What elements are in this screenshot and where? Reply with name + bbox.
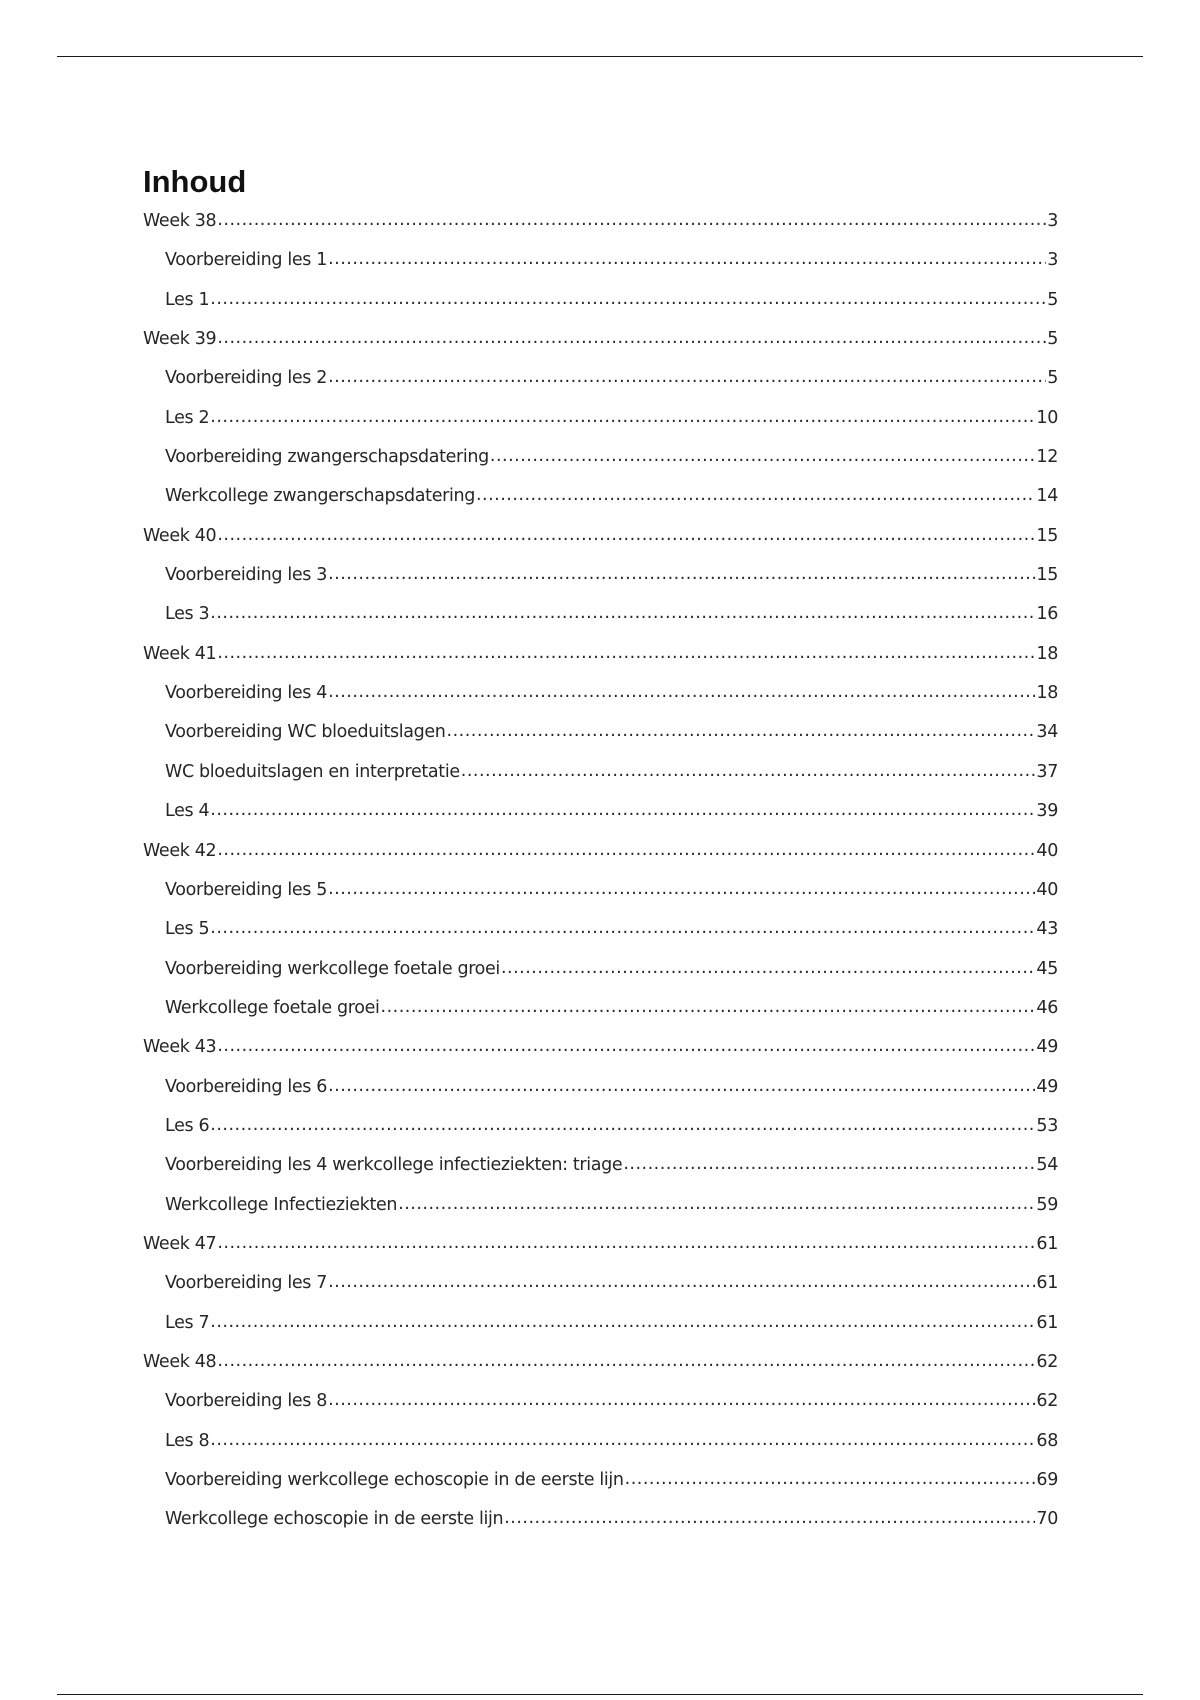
toc-entry-subsection[interactable]: [143, 683, 1058, 722]
toc-entry-subsection[interactable]: [143, 1077, 1058, 1116]
toc-entry-week[interactable]: [143, 1234, 1058, 1273]
toc-entry-title: Les 3: [165, 604, 210, 625]
toc-dot-leader: [504, 1508, 1035, 1528]
toc-entry-subsection[interactable]: [143, 290, 1058, 329]
toc-dot-leader: [501, 958, 1035, 978]
table-of-contents: [143, 162, 1058, 1549]
toc-entry-title: Week 47: [143, 1233, 217, 1254]
toc-page-number: 5: [1047, 289, 1058, 310]
toc-entry-title: Voorbereiding les 4 werkcollege infectieziekten: triage: [165, 1155, 623, 1176]
toc-entry-week[interactable]: [143, 329, 1058, 368]
toc-page-number: 69: [1036, 1470, 1058, 1490]
toc-entry-title: Voorbereiding les 2: [165, 368, 328, 389]
toc-page-number: 40: [1036, 840, 1058, 861]
toc-entry-subsection[interactable]: [143, 565, 1058, 604]
toc-dot-leader: [328, 564, 1035, 584]
toc-entry-title: Week 38: [143, 211, 217, 231]
toc-entry-title: Week 43: [143, 1037, 217, 1058]
toc-dot-leader: [476, 485, 1035, 505]
toc-page-number: 54: [1036, 1155, 1058, 1176]
toc-entry-title: Week 42: [143, 840, 217, 861]
toc-entry-title: Les 8: [165, 1430, 210, 1451]
toc-dot-leader: [210, 289, 1046, 309]
toc-entry-subsection[interactable]: [143, 722, 1058, 761]
toc-entry-title: Werkcollege echoscopie in de eerste lijn: [165, 1509, 504, 1530]
toc-page-number: 61: [1036, 1312, 1058, 1333]
toc-page-number: 59: [1036, 1194, 1058, 1215]
toc-entry-title: Werkcollege zwangerschapsdatering: [165, 486, 475, 507]
toc-page-number: 39: [1036, 801, 1058, 822]
toc-entry-title: Week 40: [143, 525, 217, 546]
toc-dot-leader: [217, 643, 1035, 663]
toc-dot-leader: [461, 761, 1036, 781]
toc-page-number: 18: [1036, 643, 1058, 664]
toc-dot-leader: [328, 1076, 1035, 1096]
toc-page-number: 5: [1047, 368, 1058, 389]
toc-dot-leader: [217, 210, 1046, 230]
toc-dot-leader: [623, 1154, 1035, 1174]
toc-page-number: 49: [1036, 1037, 1058, 1058]
toc-entry-title: Voorbereiding les 5: [165, 879, 328, 900]
toc-entry-subsection[interactable]: [143, 919, 1058, 958]
toc-page-number: 12: [1036, 447, 1058, 468]
toc-dot-leader: [210, 1312, 1035, 1332]
toc-page-number: 61: [1036, 1233, 1058, 1254]
toc-entry-title: Voorbereiding les 8: [165, 1391, 328, 1412]
toc-list: [143, 211, 1058, 1549]
toc-entry-title: Werkcollege foetale groei: [165, 997, 380, 1018]
toc-entry-subsection[interactable]: [143, 447, 1058, 486]
toc-dot-leader: [210, 1430, 1035, 1450]
toc-page-number: 15: [1036, 565, 1058, 586]
toc-dot-leader: [210, 407, 1035, 427]
toc-dot-leader: [217, 1351, 1035, 1371]
toc-page-number: 46: [1036, 997, 1058, 1018]
toc-entry-title: Les 6: [165, 1115, 210, 1136]
toc-dot-leader: [328, 682, 1035, 702]
toc-page-number: 61: [1036, 1273, 1058, 1294]
toc-entry-title: Week 48: [143, 1351, 217, 1372]
toc-page-number: 3: [1047, 250, 1058, 271]
toc-entry-subsection[interactable]: [143, 368, 1058, 407]
toc-entry-title: Voorbereiding les 7: [165, 1273, 328, 1294]
toc-page-number: 43: [1036, 919, 1058, 940]
toc-entry-title: Voorbereiding les 6: [165, 1076, 328, 1097]
toc-entry-title: Les 5: [165, 919, 210, 940]
toc-page-number: 68: [1036, 1430, 1058, 1451]
toc-dot-leader: [328, 1390, 1035, 1410]
toc-page-number: 45: [1036, 958, 1058, 979]
toc-entry-title: Voorbereiding werkcollege echoscopie in de eerste lijn: [165, 1470, 624, 1490]
header-rule: [57, 56, 1143, 57]
toc-entry-week[interactable]: [143, 1352, 1058, 1391]
toc-dot-leader: [210, 800, 1035, 820]
toc-dot-leader: [217, 328, 1046, 348]
toc-entry-title: Les 2: [165, 407, 210, 428]
toc-entry-subsection[interactable]: [143, 1470, 1058, 1509]
toc-dot-leader: [328, 879, 1035, 899]
toc-entry-subsection[interactable]: [143, 604, 1058, 643]
toc-entry-subsection[interactable]: [143, 1391, 1058, 1430]
toc-entry-title: Week 39: [143, 329, 217, 350]
toc-page-number: 15: [1036, 525, 1058, 546]
toc-dot-leader: [381, 997, 1036, 1017]
toc-page-number: 62: [1036, 1391, 1058, 1412]
toc-page-number: 34: [1036, 722, 1058, 743]
toc-page-number: 16: [1036, 604, 1058, 625]
toc-entry-week[interactable]: [143, 1037, 1058, 1076]
toc-entry-subsection[interactable]: [143, 1155, 1058, 1194]
toc-entry-subsection[interactable]: [143, 486, 1058, 525]
toc-page-number: 37: [1036, 761, 1058, 782]
toc-dot-leader: [490, 446, 1036, 466]
toc-dot-leader: [328, 1272, 1035, 1292]
toc-dot-leader: [328, 249, 1046, 269]
toc-entry-title: Les 1: [165, 289, 210, 310]
toc-entry-subsection[interactable]: [143, 762, 1058, 801]
toc-dot-leader: [217, 840, 1035, 860]
toc-entry-subsection[interactable]: [143, 1431, 1058, 1470]
toc-page-number: 3: [1047, 211, 1058, 231]
toc-page-number: 62: [1036, 1351, 1058, 1372]
toc-dot-leader: [328, 367, 1046, 387]
toc-page-number: 10: [1036, 407, 1058, 428]
toc-dot-leader: [447, 721, 1036, 741]
toc-entry-week[interactable]: [143, 644, 1058, 683]
toc-dot-leader: [210, 603, 1035, 623]
toc-entry-title: Week 41: [143, 643, 217, 664]
toc-entry-subsection[interactable]: [143, 998, 1058, 1037]
toc-entry-week[interactable]: [143, 526, 1058, 565]
toc-entry-title: Les 4: [165, 801, 210, 822]
toc-entry-title: WC bloeduitslagen en interpretatie: [165, 761, 460, 782]
toc-entry-subsection[interactable]: [143, 959, 1058, 998]
toc-entry-title: Les 7: [165, 1312, 210, 1333]
toc-page-number: 70: [1036, 1509, 1058, 1530]
toc-entry-title: Werkcollege Infectieziekten: [165, 1194, 398, 1215]
toc-page-number: 53: [1036, 1115, 1058, 1136]
toc-entry-subsection[interactable]: [143, 1313, 1058, 1352]
toc-entry-subsection[interactable]: [143, 880, 1058, 919]
toc-entry-subsection[interactable]: [143, 408, 1058, 447]
toc-dot-leader: [398, 1194, 1035, 1214]
toc-entry-week[interactable]: [143, 211, 1058, 250]
toc-dot-leader: [210, 1115, 1035, 1135]
toc-entry-title: Voorbereiding les 4: [165, 683, 328, 704]
toc-entry-title: Voorbereiding werkcollege foetale groei: [165, 958, 500, 979]
toc-page-number: 5: [1047, 329, 1058, 350]
toc-entry-title: Voorbereiding zwangerschapsdatering: [165, 447, 489, 468]
toc-page-number: 18: [1036, 683, 1058, 704]
toc-entry-subsection[interactable]: [143, 1273, 1058, 1312]
toc-page-number: 14: [1036, 486, 1058, 507]
toc-title: Inhoud: [143, 164, 247, 199]
toc-entry-subsection[interactable]: [143, 1509, 1058, 1548]
toc-entry-subsection[interactable]: [143, 1195, 1058, 1234]
toc-dot-leader: [217, 1233, 1035, 1253]
toc-entry-subsection[interactable]: [143, 250, 1058, 289]
toc-dot-leader: [217, 1036, 1035, 1056]
toc-entry-title: Voorbereiding les 3: [165, 565, 328, 586]
toc-entry-title: Voorbereiding WC bloeduitslagen: [165, 722, 446, 743]
toc-page-number: 40: [1036, 879, 1058, 900]
toc-entry-subsection[interactable]: [143, 1116, 1058, 1155]
toc-dot-leader: [210, 918, 1035, 938]
toc-entry-week[interactable]: [143, 841, 1058, 880]
toc-dot-leader: [217, 525, 1035, 545]
toc-entry-title: Voorbereiding les 1: [165, 250, 328, 271]
toc-entry-subsection[interactable]: [143, 801, 1058, 840]
footer-rule: [57, 1694, 1143, 1695]
toc-page-number: 49: [1036, 1076, 1058, 1097]
toc-dot-leader: [625, 1469, 1036, 1489]
